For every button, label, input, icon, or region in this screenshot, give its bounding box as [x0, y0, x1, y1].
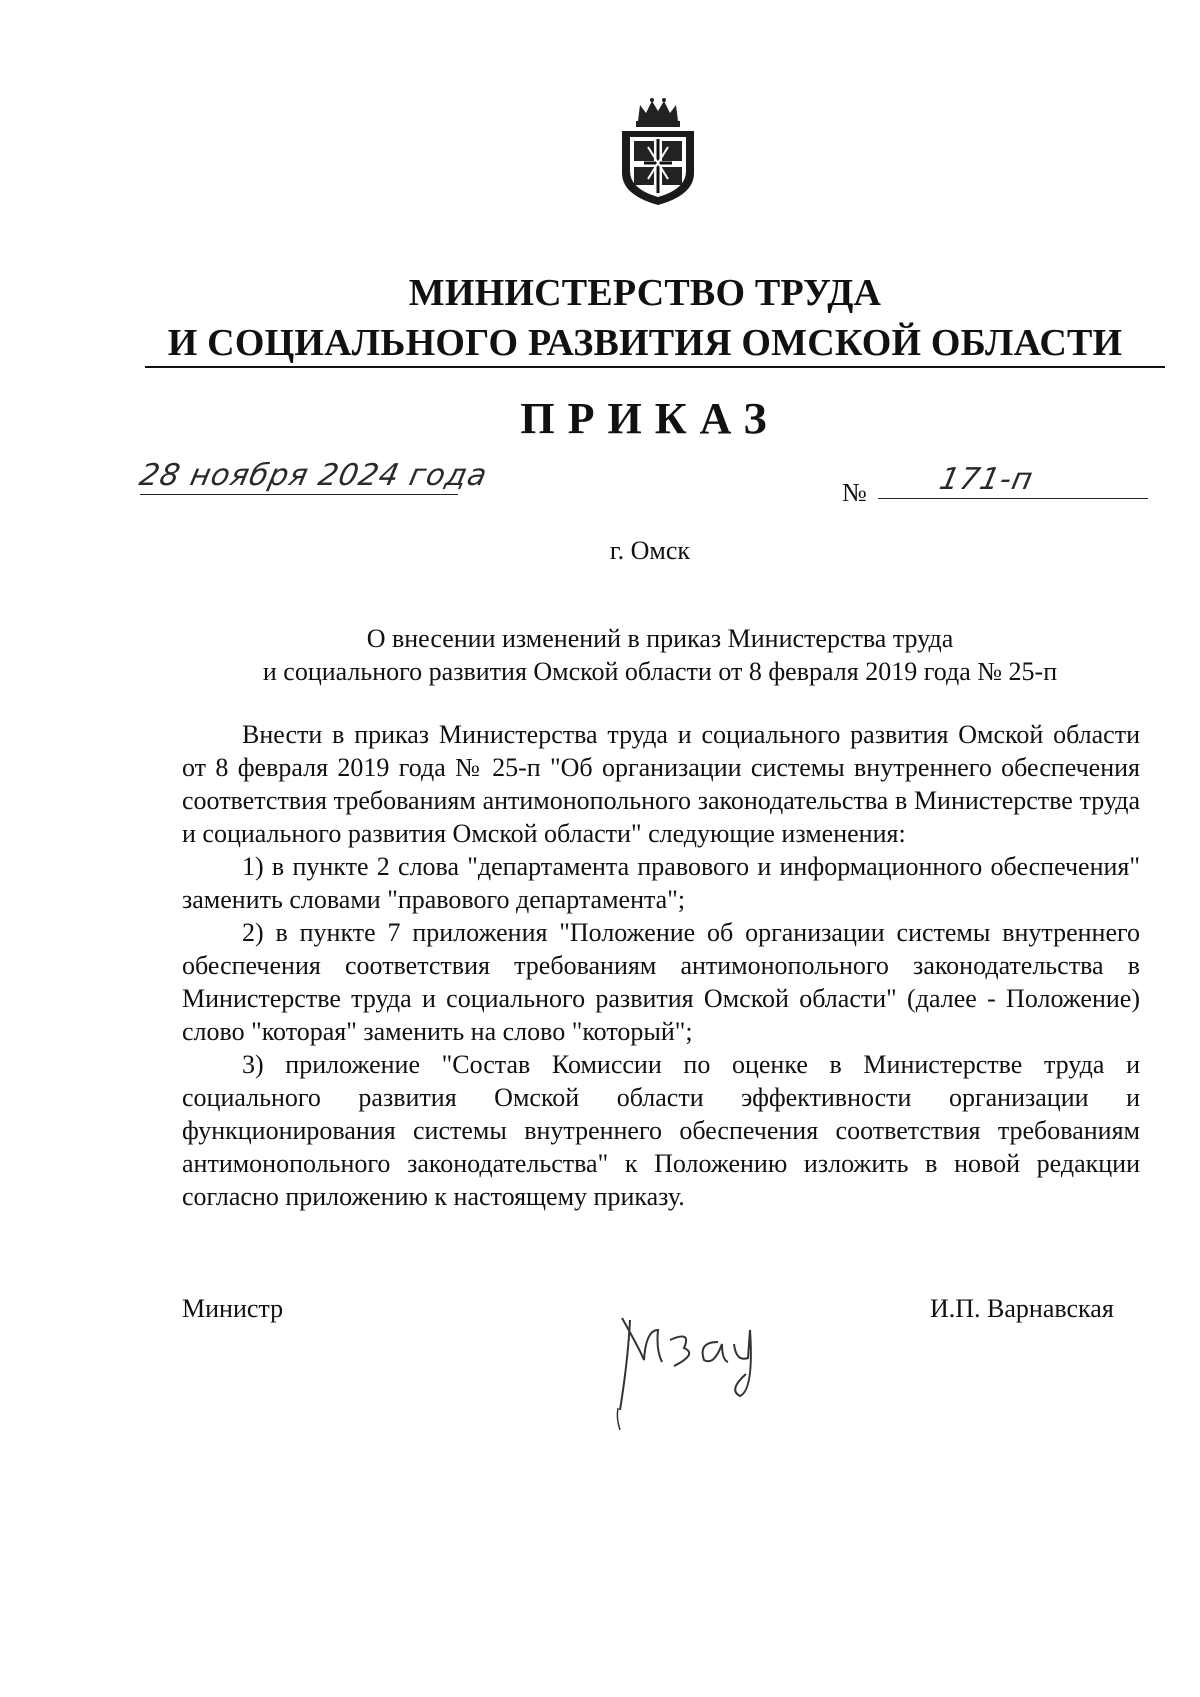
number-underline	[878, 498, 1148, 499]
order-subject	[200, 622, 1120, 688]
body-paragraph-item-3: 3) приложение "Состав Комиссии по оценке в Министерстве труда и социального развития Омской области эффективности организации и функционирования системы внутреннего обеспечения соответствия требованиям антимонопольного законодательства" к Положению изложить в новой редакции согласно приложению к настоящему приказу.	[182, 1050, 1140, 1211]
city-label: г. Омск	[609, 536, 691, 565]
date-underline	[140, 494, 458, 495]
handwritten-signature-icon	[600, 1290, 770, 1440]
handwritten-number: 171-п	[936, 462, 1037, 497]
subject-line-2: и социального развития Омской области от 8 февраля 2019 года № 25-п	[262, 657, 1058, 686]
organization-title	[140, 268, 1150, 368]
organization-line-1: МИНИСТЕРСТВО ТРУДА	[408, 272, 882, 314]
header-divider	[145, 366, 1165, 368]
signatory-name: И.П. Варнавская	[930, 1294, 1114, 1323]
coat-of-arms-icon	[614, 95, 702, 207]
organization-line-2: И СОЦИАЛЬНОГО РАЗВИТИЯ ОМСКОЙ ОБЛАСТИ	[167, 322, 1123, 364]
subject-line-1: О внесении изменений в приказ Министерства труда	[366, 624, 954, 653]
body-paragraph-item-2: 2) в пункте 7 приложения "Положение об организации системы внутреннего обеспечения соответствия требованиям антимонопольного законодательства в Министерстве труда и социального развития Омской области" (далее - Положение) слово "которая" заменить на слово "который";	[182, 918, 1140, 1046]
body-paragraph-item-1: 1) в пункте 2 слова "департамента правового и информационного обеспечения" заменить словами "правового департамента";	[182, 852, 1140, 914]
order-body	[182, 718, 1140, 1213]
body-paragraph-intro: Внести в приказ Министерства труда и социального развития Омской области от 8 февраля 2019 года № 25-п "Об организации системы внутреннего обеспечения соответствия требованиям антимонопольного законодательства в Министерстве труда и социального развития Омской области" следующие изменения:	[182, 720, 1140, 848]
signatory-title: Министр	[182, 1294, 284, 1323]
number-label: №	[842, 478, 867, 507]
handwritten-date: 28 ноября 2024 года	[136, 458, 491, 493]
document-type-title: ПРИКАЗ	[520, 394, 780, 443]
